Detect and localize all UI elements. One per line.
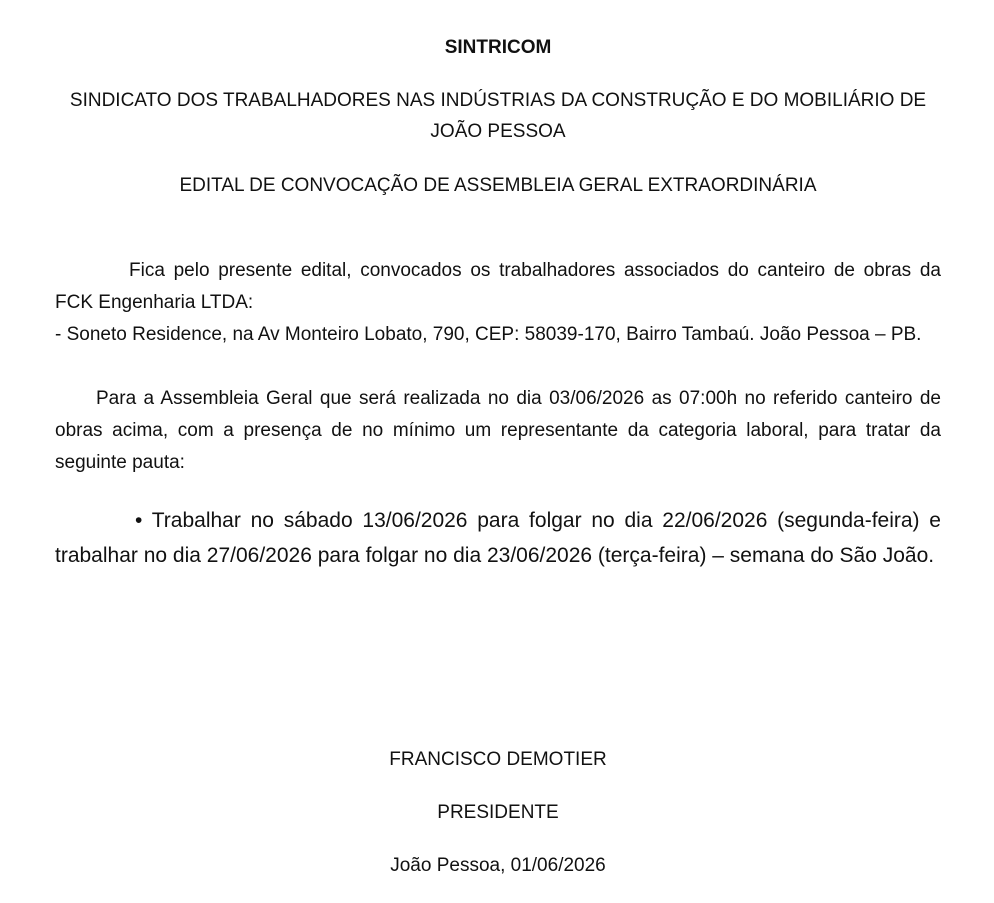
notice-title: EDITAL DE CONVOCAÇÃO DE ASSEMBLEIA GERAL EXTRAORDINÁRIA bbox=[179, 175, 817, 196]
signatory-role: PRESIDENTE bbox=[437, 802, 559, 823]
org-acronym: SINTRICOM bbox=[444, 37, 552, 58]
assembly-paragraph: Para a Assembleia Geral que será realizada no dia 03/06/2026 as 07:00h no referido canteiro de obras acima, com a presença de no mínimo um representante da categoria laboral, para tratar da seguinte pauta: bbox=[55, 388, 941, 473]
signatory-name: FRANCISCO DEMOTIER bbox=[389, 749, 607, 770]
intro-paragraph: Fica pelo presente edital, convocados os trabalhadores associados do canteiro de obras da FCK Engenharia LTDA: bbox=[55, 260, 941, 313]
place-date: João Pessoa, 01/06/2026 bbox=[390, 855, 606, 876]
agenda-item: • Trabalhar no sábado 13/06/2026 para folgar no dia 22/06/2026 (segunda-feira) e trabalhar no dia 27/06/2026 para folgar no dia 23/06/2026 (terça-feira) – semana do São João. bbox=[55, 509, 941, 567]
org-name: SINDICATO DOS TRABALHADORES NAS INDÚSTRIAS DA CONSTRUÇÃO E DO MOBILIÁRIO DE JOÃO PESSOA bbox=[69, 90, 927, 142]
site-address: - Soneto Residence, na Av Monteiro Lobato, 790, CEP: 58039-170, Bairro Tambaú. João Pessoa – PB. bbox=[55, 324, 922, 345]
